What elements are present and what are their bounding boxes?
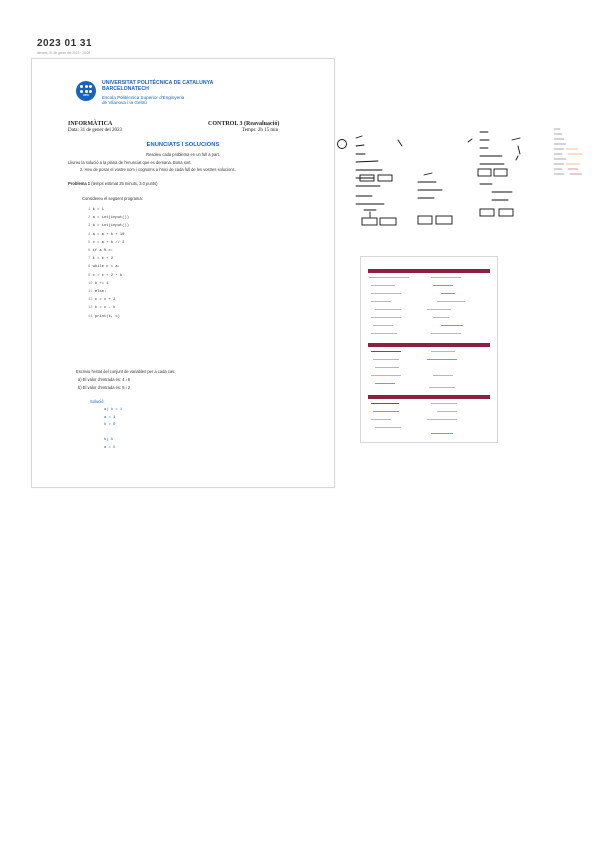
code-line-number: 10 bbox=[88, 281, 95, 286]
question-b: b) El valor d'entrada és: 5 i 2 bbox=[78, 385, 130, 390]
thumb-text-line bbox=[427, 309, 451, 310]
control-title: CONTROL 3 (Reavaluació) bbox=[208, 121, 280, 127]
thumb-text-line bbox=[375, 367, 399, 368]
logo-text: UPC bbox=[82, 93, 90, 97]
solution-thumbnail bbox=[360, 256, 498, 443]
thumb-text-line bbox=[433, 317, 449, 318]
thumb-text-line bbox=[371, 419, 391, 420]
code-line-number: 11 bbox=[88, 290, 95, 294]
solution-line: b) k bbox=[104, 438, 114, 443]
code-line bbox=[88, 282, 109, 286]
thumb-section-1 bbox=[368, 269, 490, 273]
thumb-text-line bbox=[437, 411, 457, 412]
subject: INFORMÀTICA bbox=[68, 121, 113, 127]
school-name bbox=[102, 95, 184, 105]
university-line-2: BARCELONATECH bbox=[102, 85, 149, 92]
thumb-text-line bbox=[373, 411, 399, 412]
exam-time: Temps: 2h 15 min bbox=[242, 128, 279, 133]
code-line-text: a = a + b + 10 bbox=[92, 232, 125, 237]
page-title: 2023 01 31 bbox=[37, 38, 93, 49]
code-line bbox=[88, 257, 113, 261]
code-line-text: while c < a: bbox=[92, 265, 120, 270]
thumb-text-line bbox=[431, 277, 461, 278]
thumb-text-line bbox=[373, 325, 393, 326]
code-line-number: 2 bbox=[88, 216, 93, 221]
code-line-text: else: bbox=[94, 290, 107, 294]
thumb-text-line bbox=[371, 403, 399, 404]
code-line bbox=[88, 265, 120, 269]
handwritten-notes-a bbox=[336, 130, 466, 230]
thumb-text-line bbox=[427, 359, 457, 360]
question-a: a) El valor d'entrada és: 4 i 6 bbox=[78, 377, 130, 382]
code-line-number: 13 bbox=[88, 306, 95, 311]
code-line-text: k = 1 bbox=[92, 208, 104, 212]
code-line-number: 14 bbox=[88, 314, 95, 319]
thumb-text-line bbox=[431, 351, 455, 352]
page-subtitle: dimarts, 31 de gener del 2023 · 15:05 bbox=[37, 51, 91, 55]
solution-line: b = 6 bbox=[104, 423, 116, 428]
code-line-number: 6 bbox=[88, 249, 93, 253]
thumb-text-line bbox=[375, 309, 401, 310]
code-line bbox=[88, 241, 124, 245]
upc-logo bbox=[76, 81, 96, 101]
code-line bbox=[88, 233, 124, 237]
thumb-text-line bbox=[373, 359, 399, 360]
thumb-text-line bbox=[431, 403, 457, 404]
code-line bbox=[88, 249, 113, 253]
code-line-text: k = c - k bbox=[94, 306, 116, 311]
code-line bbox=[88, 315, 120, 319]
instruction-2: Lliureu la solució a la plana de l'enunciat que es demana. Bona sort. bbox=[68, 160, 192, 165]
thumb-text-line bbox=[371, 285, 395, 286]
thumb-text-line bbox=[371, 333, 397, 334]
solution-label: Solució: bbox=[90, 399, 105, 404]
thumb-text-line bbox=[371, 293, 401, 294]
university-name bbox=[102, 81, 213, 92]
thumb-text-line bbox=[431, 433, 453, 434]
code-line-text: print(k, c) bbox=[94, 314, 120, 319]
question-text: Escriviu l'estat del conjunt de variables per a cada cas: bbox=[76, 369, 176, 374]
code-line-number: 3 bbox=[88, 224, 93, 229]
thumb-text-line bbox=[371, 351, 401, 352]
code-line-text: c = a + b // 2 bbox=[92, 240, 125, 245]
thumb-text-line bbox=[375, 383, 395, 384]
solution-line: a = 5 bbox=[104, 446, 116, 450]
thumb-text-line bbox=[431, 333, 461, 334]
code-line-number: 4 bbox=[88, 232, 93, 237]
handwritten-notes-b bbox=[466, 128, 538, 222]
thumb-text-line bbox=[371, 317, 401, 318]
code-line bbox=[88, 306, 115, 310]
code-line bbox=[88, 274, 122, 278]
handwritten-notes-small bbox=[552, 126, 592, 182]
thumb-text-line bbox=[433, 285, 453, 286]
solution-line: a = 4 bbox=[104, 415, 116, 420]
code-line bbox=[88, 298, 115, 302]
code-line-text: c = c + 2 * k bbox=[92, 273, 123, 278]
exam-date: Data: 31 de gener del 2023 bbox=[68, 128, 123, 133]
code-line-number: 5 bbox=[88, 240, 93, 245]
thumb-text-line bbox=[371, 375, 401, 376]
code-line-number: 9 bbox=[88, 273, 93, 278]
code-line bbox=[88, 208, 104, 212]
code-line bbox=[88, 290, 106, 294]
code-line-text: k += 1 bbox=[94, 281, 109, 286]
thumb-section-3 bbox=[368, 395, 490, 399]
thumb-text-line bbox=[429, 387, 455, 388]
thumb-text-line bbox=[437, 301, 465, 302]
problem-meta: (temps estimat 25 minuts, 3.0 punts) bbox=[91, 181, 158, 186]
thumb-text-line bbox=[441, 293, 455, 294]
code-line-text: c = c + 2 bbox=[94, 298, 116, 303]
consider-text: Considereu el següent programa: bbox=[82, 196, 143, 201]
thumb-text-line bbox=[369, 277, 409, 278]
exam-document bbox=[31, 58, 335, 488]
code-line-text: b = int(input()) bbox=[92, 224, 130, 229]
code-line-number: 8 bbox=[88, 265, 93, 270]
thumb-text-line bbox=[371, 301, 391, 302]
code-line-text: k = k + 2 bbox=[92, 257, 114, 262]
code-line-text: a = int(input()) bbox=[92, 216, 130, 221]
instruction-3: 2. Heu de posar el vostre nom i cognoms a l'inici de cada full de les vostres solucions. bbox=[80, 167, 236, 172]
problem-line bbox=[68, 181, 157, 186]
exam-heading: ENUNCIATS I SOLUCIONS bbox=[146, 142, 220, 148]
code-line-number: 7 bbox=[88, 257, 93, 262]
thumb-text-line bbox=[375, 427, 401, 428]
thumb-section-2 bbox=[368, 343, 490, 347]
code-line-text: if a % c: bbox=[92, 249, 114, 253]
thumb-text-line bbox=[433, 375, 453, 376]
code-line bbox=[88, 216, 129, 220]
instruction-1: Resoleu cada problema en un full a part. bbox=[146, 152, 220, 157]
problem-title: Problema 1 bbox=[68, 181, 91, 186]
thumb-text-line bbox=[427, 419, 457, 420]
school-line-2: de Vilanova i la Geltrú bbox=[102, 100, 147, 106]
thumb-text-line bbox=[441, 325, 463, 326]
code-line bbox=[88, 224, 129, 228]
code-line-number: 12 bbox=[88, 298, 95, 303]
code-line-number: 1 bbox=[88, 208, 93, 212]
university-line-1: UNIVERSITAT POLITÈCNICA DE CATALUNYA bbox=[102, 80, 214, 86]
solution-line: a) k = 1 bbox=[104, 408, 123, 412]
school-line-1: Escola Politècnica Superior d'Enginyeria bbox=[102, 95, 185, 100]
